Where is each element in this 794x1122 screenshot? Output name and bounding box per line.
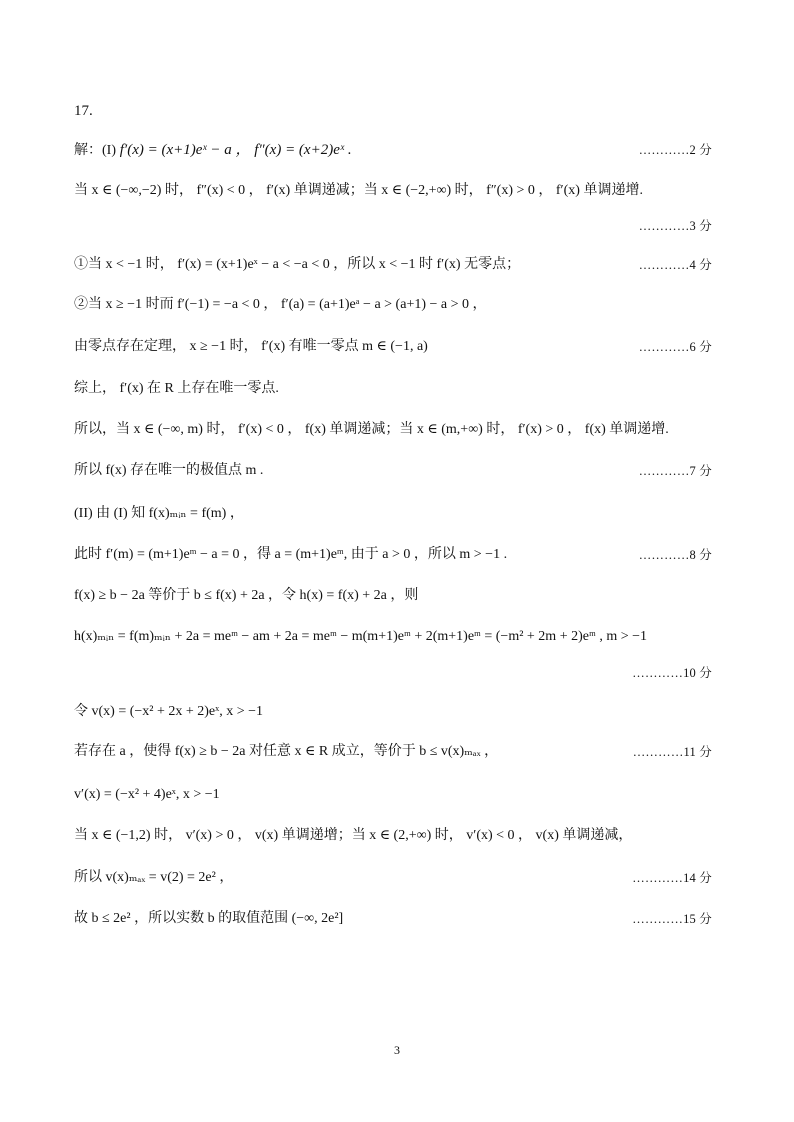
solution-line-17: 所以 v(x)ₘₐₓ = v(2) = 2e² ， <box>74 870 234 885</box>
solution-line-5: 由零点存在定理， x ≥ −1 时， f′(x) 有唯一零点 m ∈ (−1, a) <box>74 339 428 354</box>
solution-line-16: 当 x ∈ (−1,2) 时， v′(x) > 0 ， v(x) 单调递增；当 x ∈ (2,+∞) 时， v′(x) < 0 ， v(x) 单调递减， <box>74 828 633 843</box>
problem-number: 17. <box>74 103 93 119</box>
solution-line-18: 故 b ≤ 2e² ，所以实数 b 的取值范围 (−∞, 2e²] <box>74 911 344 926</box>
score-2: …………2 分 <box>638 143 712 157</box>
score-14: …………14 分 <box>632 871 712 885</box>
solution-line-12: h(x)ₘᵢₙ = f(m)ₘᵢₙ + 2a = meᵐ − am + 2a = meᵐ − m(m+1)eᵐ + 2(m+1)eᵐ = (−m² + 2m + 2)eᵐ , m > −1 <box>74 629 647 644</box>
score-15: …………15 分 <box>632 912 712 926</box>
solution-line-8: 所以 f(x) 存在唯一的极值点 m . <box>74 463 264 478</box>
score-6: …………6 分 <box>638 340 712 354</box>
solution-line-1-lead: 解：(I) <box>74 143 116 158</box>
solution-line-7: 所以，当 x ∈ (−∞, m) 时， f′(x) < 0 ， f(x) 单调递减；当 x ∈ (m,+∞) 时， f′(x) > 0 ， f(x) 单调递增. <box>74 422 669 437</box>
score-3: …………3 分 <box>638 219 712 233</box>
solution-line-9: (II) 由 (I) 知 f(x)ₘᵢₙ = f(m) ， <box>74 506 244 521</box>
page-number: 3 <box>394 1043 400 1057</box>
score-8: …………8 分 <box>638 548 712 562</box>
solution-line-14: 若存在 a ，使得 f(x) ≥ b − 2a 对任意 x ∈ R 成立，等价于 b ≤ v(x)ₘₐₓ ， <box>74 744 499 759</box>
score-7: …………7 分 <box>638 464 712 478</box>
solution-line-10: 此时 f′(m) = (m+1)eᵐ − a = 0 ，得 a = (m+1)eᵐ, 由于 a > 0 ，所以 m > −1 . <box>74 547 508 562</box>
solution-line-6: 综上， f′(x) 在 R 上存在唯一零点. <box>74 381 279 396</box>
score-11: …………11 分 <box>632 745 712 759</box>
score-10: …………10 分 <box>632 666 712 680</box>
solution-line-13: 令 v(x) = (−x² + 2x + 2)eˣ, x > −1 <box>74 704 263 719</box>
solution-line-1-math: f′(x) = (x+1)eˣ − a ， f″(x) = (x+2)eˣ . <box>116 142 352 158</box>
solution-line-15: v′(x) = (−x² + 4)eˣ, x > −1 <box>74 787 220 802</box>
solution-line-11: f(x) ≥ b − 2a 等价于 b ≤ f(x) + 2a ，令 h(x) = f(x) + 2a ，则 <box>74 588 419 603</box>
solution-line-1 <box>74 141 352 160</box>
score-4: …………4 分 <box>638 258 712 272</box>
solution-line-2: 当 x ∈ (−∞,−2) 时， f″(x) < 0 ， f′(x) 单调递减；当 x ∈ (−2,+∞) 时， f″(x) > 0 ， f′(x) 单调递增. <box>74 183 643 198</box>
solution-line-4: ②当 x ≥ −1 时而 f′(−1) = −a < 0 ， f′(a) = (a+1)eᵃ − a > (a+1) − a > 0 ， <box>74 297 487 312</box>
solution-line-3: ①当 x < −1 时， f′(x) = (x+1)eˣ − a < −a < 0 ，所以 x < −1 时 f′(x) 无零点； <box>74 257 521 272</box>
